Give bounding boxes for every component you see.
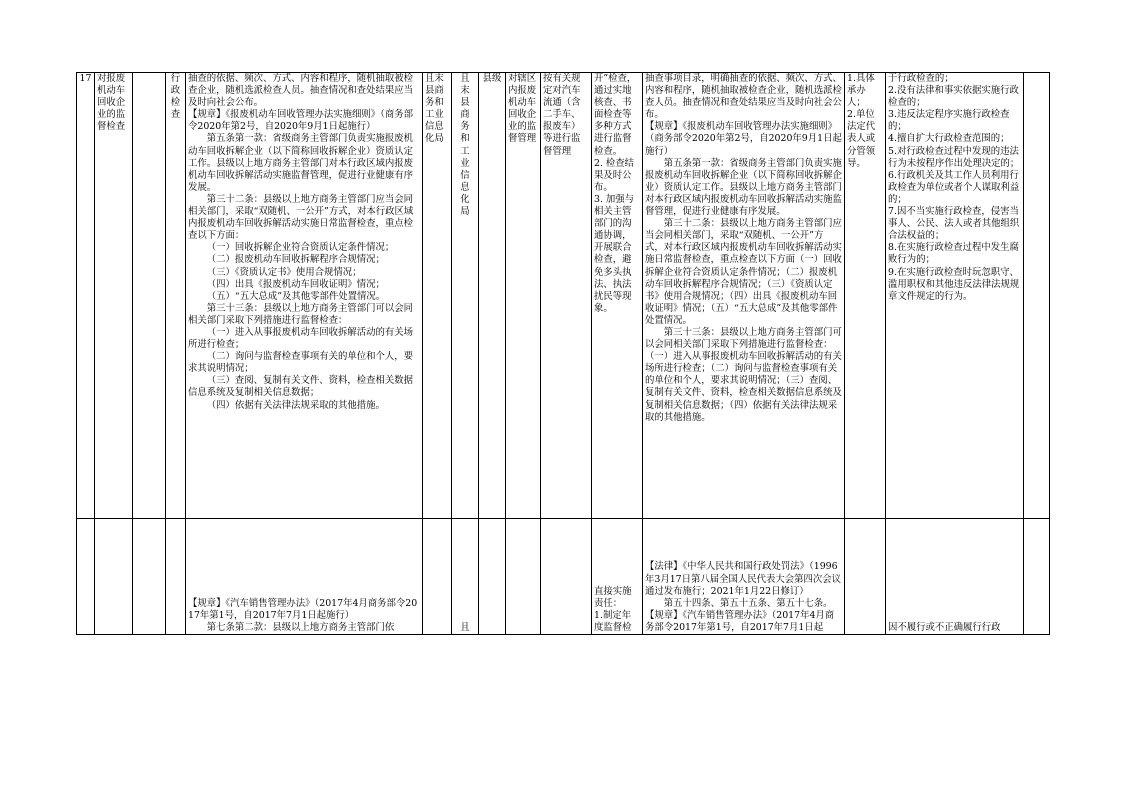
table-row: [77, 519, 1050, 635]
resp-basis-line: 第五十四条、第五十五条、第五十七条。: [663, 597, 833, 609]
empty-cell: [845, 519, 886, 635]
empty-cell: [479, 519, 506, 635]
level-cell: [479, 73, 506, 519]
accountability-line: 2.没有法律和事实依据实施行政检查的；: [888, 85, 1019, 109]
accountability: 因不履行或不正确履行行政: [888, 621, 1001, 633]
resp-basis-line: 【规章】《汽车销售管理办法》（2017年4月商务部令2017年第1号，自2017年7月1日起: [645, 609, 835, 633]
subject-cell: [845, 73, 886, 519]
basis-line: 第七条第二款：县级以上地方商务主管部门依: [206, 621, 395, 633]
basis-cell: [186, 73, 423, 519]
basis-cell: [186, 519, 423, 635]
resp-basis-cell: [643, 73, 845, 519]
basis-line: 【规章】《汽车销售管理办法》（2017年4月商务部令2017年第1号，自2017年7月1日起施行）: [188, 597, 418, 621]
empty-cell: [133, 519, 166, 635]
resp-basis-cell: [643, 519, 845, 635]
basis-line: （五）“五大总成”及其他零部件处置情况。: [206, 290, 386, 302]
item-name-cell: [95, 73, 133, 519]
resp-basis-line: 【规章】《报废机动车回收管理办法实施细则》（商务部令2020年第2号，自2020年9月1日起施行）: [645, 121, 842, 157]
empty-cell: [95, 519, 133, 635]
seq-cell: [77, 73, 95, 519]
accountability-line: 5.对行政检查过程中发现的违法行为未按程序作出处理决定的；: [888, 145, 1020, 169]
accountability-line: 于行政检查的；: [888, 73, 954, 84]
empty-cell: [133, 73, 166, 519]
scope-cell: [506, 73, 541, 519]
measures: 开”检查，通过实地核查、书面检查等多种方式进行监督检查。 2. 检查结果及时公布。 3. 加强与相关主管部门的沟通协调，开展联合检查，避免多头执法、执法扰民等现象。: [594, 73, 637, 314]
resp-basis-line: 抽查事项目录，明确抽查的依据、频次、方式、内容和程序，随机抽取被检查企业，随机选派检查人员。抽查情况和查处结果应当及时向社会公布。: [645, 73, 842, 121]
accountability-line: 4.擅自扩大行政检查范围的；: [888, 133, 1010, 145]
basis-line: （一）回收拆解企业符合资质认定条件情况；: [206, 242, 395, 254]
power-list-table: [76, 72, 1050, 635]
empty-cell: [166, 519, 186, 635]
resp-basis-line: 第五条第一款：省级商务主管部门负责实施报废机动车回收拆解企业（以下简称回收拆解企业）资质认定工作。县级以上地方商务主管部门对本行政区域内报废机动车回收拆解活动实施监督管理，促进行业健康有序发展。: [645, 157, 842, 218]
subject: 1.具体承办人； 2.单位法定代表人或分管领导。: [847, 73, 876, 169]
basis-line: （一）进入从事报废机动车回收拆解活动的有关场所进行检查；: [188, 326, 414, 351]
scope: 对辖区内报废机动车回收企业的监督管理: [508, 73, 537, 145]
accountability-cell: [886, 73, 1024, 519]
basis-line: 抽查的依据、频次、方式、内容和程序，随机抽取被检查企业，随机选派检查人员。抽查情况和查处结果应当及时向社会公布。: [188, 73, 414, 109]
level: 县级: [482, 73, 502, 84]
responsibility: 按有关规定对汽车流通（含二手车、报废车）等进行监督管理: [543, 73, 581, 157]
resp-basis-line: 【法律】《中华人民共和国行政处罚法》（1996年3月17日第八届全国人民代表大会第四次会议通过发布施行；2021年1月22日修订）: [645, 561, 842, 597]
responsible-dept: 且末县商务和工业信息化局: [460, 73, 470, 218]
empty-cell: [1024, 73, 1050, 519]
responsibility-cell: [592, 519, 643, 635]
resp-basis-line: 第三十二条：县级以上地方商务主管部门应当会同相关部门，采取“双随机、一公开”方式，对本行政区域内报废机动车回收拆解活动实施日常监督检查，重点检查以下方面（一）回收拆解企业符合资质认定条件情况；（二）报废机动车回收拆解程序合规情况；（三）《资质认定书》使用合规情况；（四）出具《报废机动车回收证明》情况；（五）“五大总成”及其他零部件处置情况。: [645, 218, 842, 326]
category-cell: [166, 73, 186, 519]
basis-line: （二）询问与监督检查事项有关的单位和个人，要求其说明情况；: [188, 351, 414, 375]
empty-cell: [506, 519, 541, 635]
basis-line: （三）《资质认定书》使用合规情况；: [206, 266, 362, 278]
responsible-dept: 且: [460, 621, 470, 633]
measures-cell: [592, 73, 643, 519]
basis-line: 第三十二条：县级以上地方商务主管部门应当会同相关部门，采取“双随机、一公开”方式，对本行政区域内报废机动车回收拆解活动实施日常监督检查，重点检查以下方面：: [188, 193, 414, 242]
responsible-dept-cell: [452, 519, 479, 635]
basis-line: （二）报废机动车回收拆解程序合规情况；: [206, 254, 385, 266]
implementer: 且末县商务和工业信息化局: [425, 73, 444, 145]
basis-line: 【规章】《报废机动车回收管理办法实施细则》（商务部令2020年第2号，自2020年9月1日起施行）: [188, 109, 413, 133]
implementer-cell: [423, 73, 452, 519]
responsibility: 直接实施责任： 1.制定年度监督检: [594, 585, 632, 633]
table-row: [77, 73, 1050, 519]
item-name: 对报废机动车回收企业的监督检查: [97, 73, 126, 133]
basis-line: 第五条第一款：省级商务主管部门负责实施报废机动车回收拆解企业（以下简称回收拆解企业）资质认定工作。县级以上地方商务主管部门对本行政区域内报废机动车回收拆解活动实施监督管理，促进行业健康有序发展。: [188, 133, 414, 193]
empty-cell: [423, 519, 452, 635]
accountability-cell: [886, 519, 1024, 635]
accountability-line: 9.在实施行政检查时玩忽职守、滥用职权和其他违反法律法规规章文件规定的行为。: [888, 266, 1020, 302]
basis-line: （四）出具《报废机动车回收证明》情况；: [206, 278, 385, 290]
category-label: 行政检查: [170, 73, 181, 121]
accountability-line: 3.违反法定程序实施行政检查的；: [888, 109, 1010, 133]
responsible-dept-cell: [452, 73, 479, 519]
basis-line: （三）查阅、复制有关文件、资料，检查相关数据信息系统及复制相关信息数据；: [188, 375, 414, 399]
accountability-line: 8.在实施行政检查过程中发生腐败行为的；: [888, 242, 1019, 266]
empty-cell: [541, 519, 592, 635]
accountability-line: 7.因不当实施行政检查，侵害当事人、公民、法人或者其他组织合法权益的；: [888, 206, 1020, 242]
empty-cell: [1024, 519, 1050, 635]
seq-number: 17: [79, 73, 92, 84]
responsibility-cell: [541, 73, 592, 519]
basis-line: （四）依据有关法律法规采取的其他措施。: [206, 399, 385, 411]
accountability-line: 6.行政机关及其工作人员利用行政检查为单位或者个人谋取利益的；: [888, 169, 1020, 205]
resp-basis-line: 第三十三条：县级以上地方商务主管部门可以会同相关部门采取下列措施进行监督检查：（一）进入从事报废机动车回收拆解活动的有关场所进行检查；（二）询问与监督检查事项有关的单位和个人，要求其说明情况；（三）查阅、复制有关文件、资料，检查相关数据信息系统及复制相关信息数据；（四）依据有关法律法规采取的其他措施。: [645, 326, 842, 423]
empty-cell: [77, 519, 95, 635]
basis-line: 第三十三条：县级以上地方商务主管部门可以会同相关部门采取下列措施进行监督检查：: [188, 302, 414, 326]
